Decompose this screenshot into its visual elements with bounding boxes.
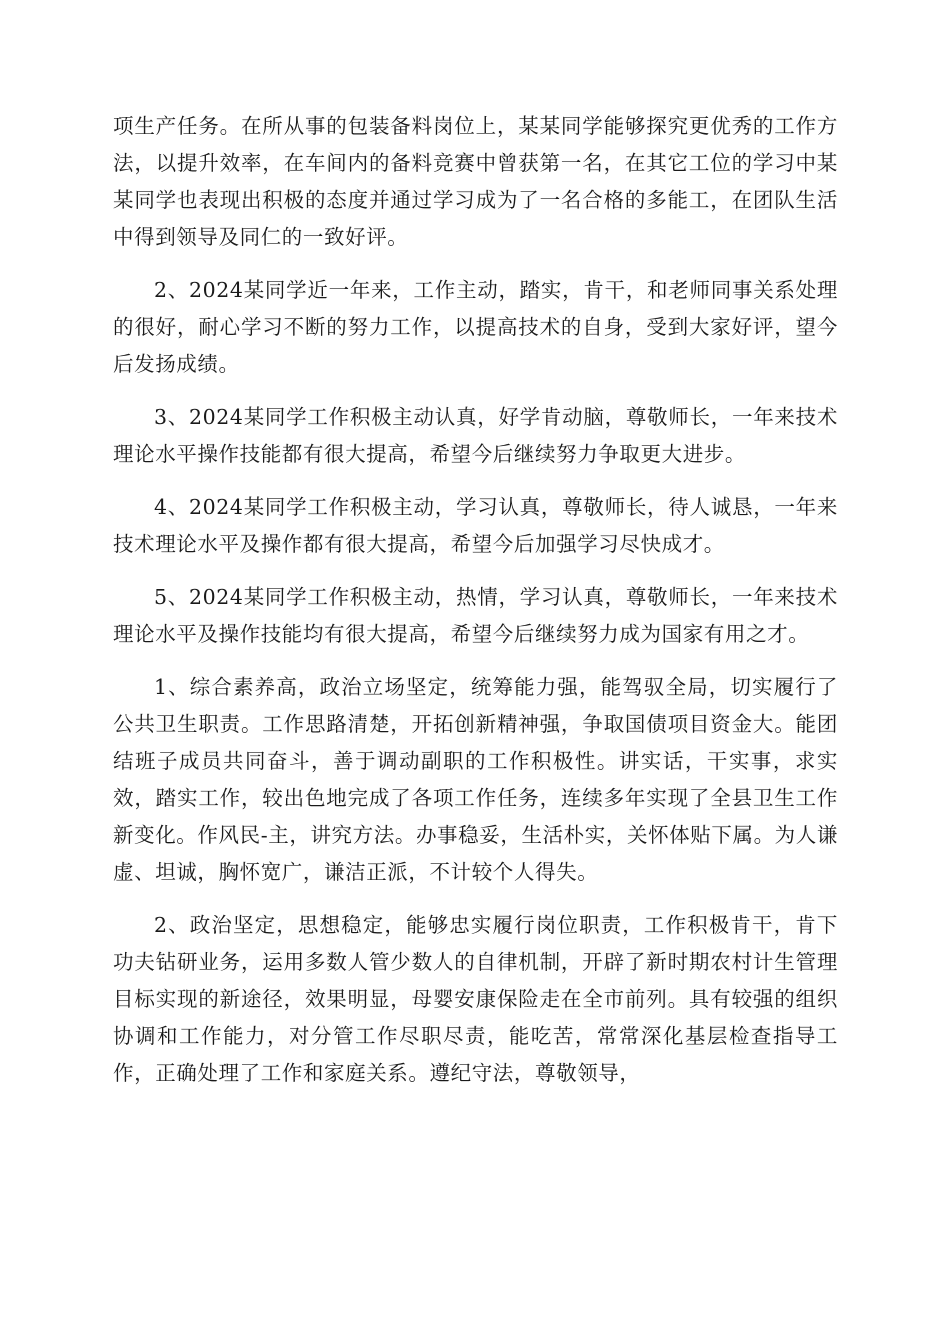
paragraph-3: 3、2024某同学工作积极主动认真，好学肯动脑，尊敬师长，一年来技术理论水平操作技能都有很大提高，希望今后继续努力争取更大进步。 (113, 405, 838, 466)
paragraph-2: 2、2024某同学近一年来，工作主动，踏实，肯干，和老师同事关系处理的很好，耐心学习不断的努力工作，以提高技术的自身，受到大家好评，望今后发扬成绩。 (113, 278, 838, 376)
paragraph-5: 5、2024某同学工作积极主动，热情，学习认真，尊敬师长，一年来技术理论水平及操作技能均有很大提高，希望今后继续努力成为国家有用之才。 (113, 585, 838, 646)
paragraph-1: 项生产任务。在所从事的包装备料岗位上，某某同学能够探究更优秀的工作方法，以提升效率，在车间内的备料竞赛中曾获第一名，在其它工位的学习中某某同学也表现出积极的态度并通过学习成为了一名合格的多能工，在团队生活中得到领导及同仁的一致好评。 (113, 114, 838, 249)
paragraph-7: 2、政治坚定，思想稳定，能够忠实履行岗位职责，工作积极肯干，肯下功夫钻研业务，运用多数人管少数人的自律机制，开辟了新时期农村计生管理目标实现的新途径，效果明显，母婴安康保险走在全市前列。具有较强的组织协调和工作能力，对分管工作尽职尽责，能吃苦，常常深化基层检查指导工作，正确处理了工作和家庭关系。遵纪守法，尊敬领导， (113, 913, 838, 1085)
document-body (113, 108, 838, 1108)
paragraph-6: 1、综合素养高，政治立场坚定，统筹能力强，能驾驭全局，切实履行了公共卫生职责。工作思路清楚，开拓创新精神强，争取国债项目资金大。能团结班子成员共同奋斗，善于调动副职的工作积极性。讲实话，干实事，求实效，踏实工作，较出色地完成了各项工作任务，连续多年实现了全县卫生工作新变化。作风民-主，讲究方法。办事稳妥，生活朴实，关怀体贴下属。为人谦虚、坦诚，胸怀宽广，谦洁正派，不计较个人得失。 (113, 675, 838, 884)
paragraph-4: 4、2024某同学工作积极主动，学习认真，尊敬师长，待人诚恳，一年来技术理论水平及操作都有很大提高，希望今后加强学习尽快成才。 (113, 495, 838, 556)
